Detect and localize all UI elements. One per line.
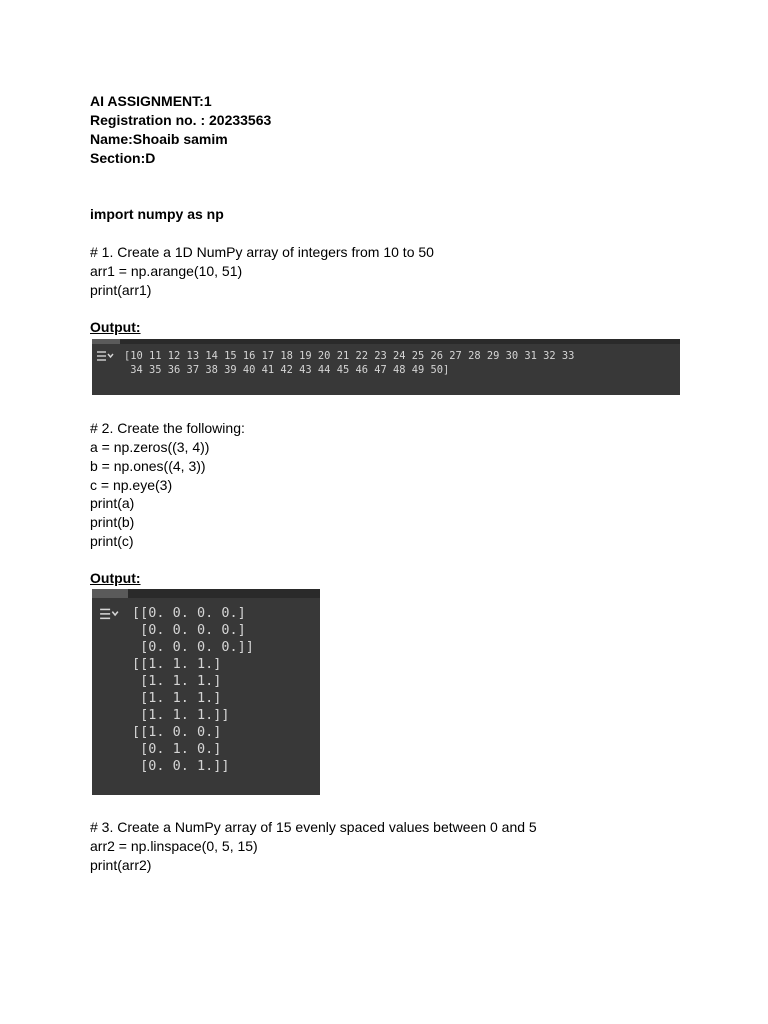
- registration-number: Registration no. : 20233563: [90, 112, 272, 128]
- task1-code-line: print(arr1): [90, 282, 152, 298]
- output-topbar: [92, 339, 680, 344]
- output-label: Output:: [90, 319, 141, 335]
- task1-comment: # 1. Create a 1D NumPy array of integers from 10 to 50: [90, 244, 434, 260]
- assignment-title: AI ASSIGNMENT:1: [90, 93, 212, 109]
- output-line: [1. 1. 1.]: [132, 690, 222, 706]
- output-line: [0. 1. 0.]: [132, 741, 222, 757]
- task3-code-line: print(arr2): [90, 857, 152, 873]
- task2-code-line: print(a): [90, 495, 135, 511]
- output-panel-1: [92, 339, 680, 395]
- task2-code-line: c = np.eye(3): [90, 477, 173, 493]
- task2-code-line: print(c): [90, 533, 134, 549]
- import-statement: import numpy as np: [90, 206, 224, 222]
- output-line: [10 11 12 13 14 15 16 17 18 19 20 21 22 23 24 25 26 27 28 29 30 31 32 33: [124, 350, 575, 362]
- task2-comment: # 2. Create the following:: [90, 420, 245, 436]
- output-tab: [92, 589, 128, 598]
- output-line: [0. 0. 0. 0.]]: [132, 639, 254, 655]
- task1-code-line: arr1 = np.arange(10, 51): [90, 263, 243, 279]
- output-line: [1. 1. 1.]]: [132, 707, 230, 723]
- output-tab: [92, 339, 120, 344]
- output-toggle-icon[interactable]: [96, 350, 114, 364]
- output-line: 34 35 36 37 38 39 40 41 42 43 44 45 46 47 48 49 50]: [124, 364, 450, 376]
- output-line: [1. 1. 1.]: [132, 673, 222, 689]
- task3-code-line: arr2 = np.linspace(0, 5, 15): [90, 838, 258, 854]
- output-line: [[1. 1. 1.]: [132, 656, 222, 672]
- task3-comment: # 3. Create a NumPy array of 15 evenly spaced values between 0 and 5: [90, 819, 537, 835]
- output-toggle-icon[interactable]: [99, 607, 119, 623]
- student-name: Name:Shoaib samim: [90, 131, 228, 147]
- task2-code-line: b = np.ones((4, 3)): [90, 458, 206, 474]
- output-panel-2: [92, 589, 320, 795]
- section-label: Section:D: [90, 150, 156, 166]
- task2-code-line: print(b): [90, 514, 135, 530]
- output-line: [0. 0. 0. 0.]: [132, 622, 246, 638]
- output-line: [[1. 0. 0.]: [132, 724, 222, 740]
- output-line: [[0. 0. 0. 0.]: [132, 605, 246, 621]
- output-label: Output:: [90, 570, 141, 586]
- task2-code-line: a = np.zeros((3, 4)): [90, 439, 210, 455]
- output-line: [0. 0. 1.]]: [132, 758, 230, 774]
